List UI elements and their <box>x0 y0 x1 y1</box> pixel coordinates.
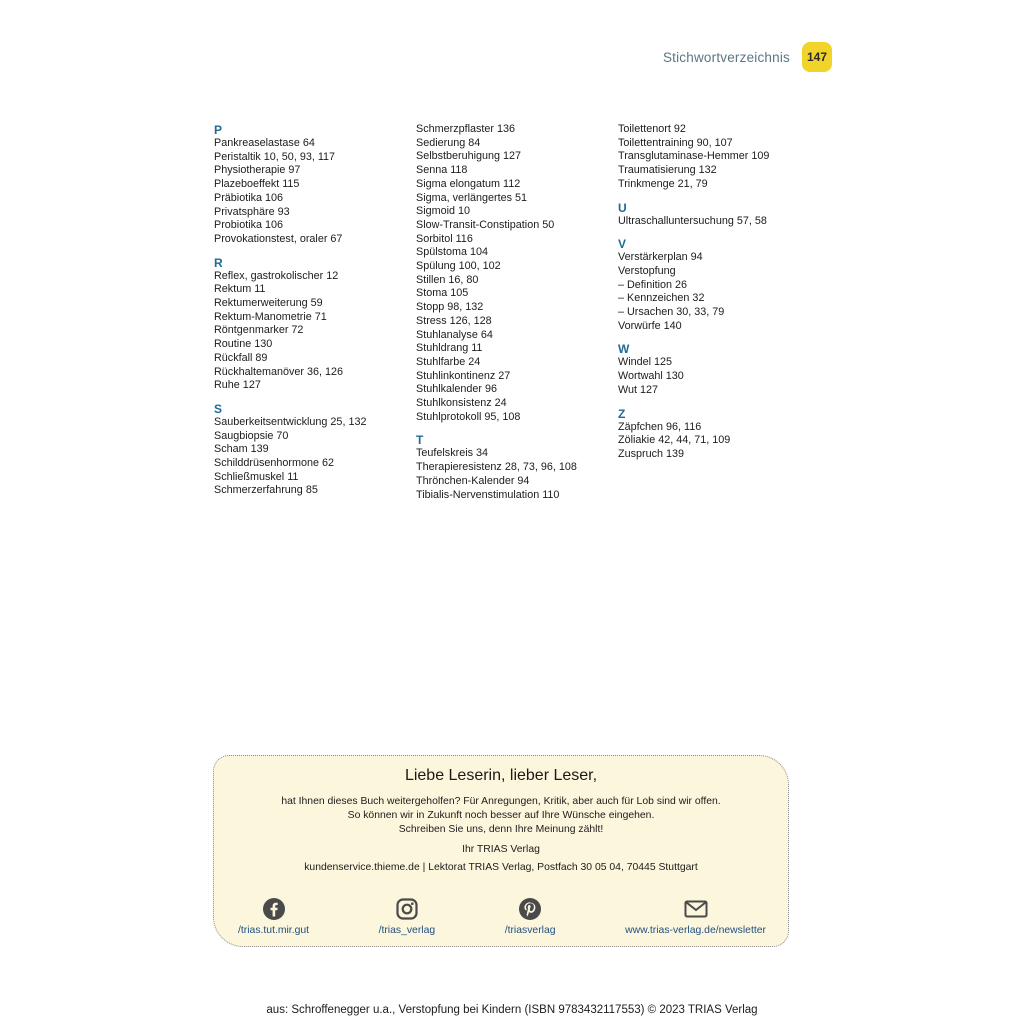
header-title: Stichwortverzeichnis <box>662 49 790 65</box>
index-entry: Ruhe 127 <box>214 379 261 392</box>
index-entry: Verstärkerplan 94 <box>618 251 703 264</box>
page-footer-citation: aus: Schroffenegger u.a., Verstopfung bei Kindern (ISBN 9783432117553) © 2023 TRIAS Verlag <box>266 1004 758 1016</box>
index-entry: Stuhlkalender 96 <box>416 383 498 396</box>
index-entry: Pankreaselastase 64 <box>214 137 315 149</box>
index-section-u <box>618 201 818 229</box>
index-column-1 <box>214 123 404 507</box>
instagram-link[interactable]: /trias_verlag <box>378 925 436 936</box>
social-instagram[interactable] <box>379 897 436 936</box>
index-entry: Sorbitol 116 <box>416 232 473 245</box>
index-entry: Thrönchen-Kalender 94 <box>416 474 530 487</box>
index-entry: Stuhlkonsistenz 24 <box>416 397 507 410</box>
index-entry: Senna 118 <box>416 164 468 177</box>
section-letter: R <box>214 255 223 270</box>
index-entry: Therapieresistenz 28, 73, 96, 108 <box>416 461 577 474</box>
index-entry: Stuhlanalyse 64 <box>416 328 493 341</box>
index-entry: Toilettenort 92 <box>618 123 686 135</box>
feedback-signature: Ihr TRIAS Verlag <box>462 844 540 855</box>
index-entry: Wortwahl 130 <box>618 370 684 383</box>
index-entry: Stuhlfarbe 24 <box>416 355 481 368</box>
index-entry: Rektum-Manometrie 71 <box>214 310 327 323</box>
index-entry: Rückhaltemanöver 36, 126 <box>214 365 344 378</box>
feedback-line: So können wir in Zukunft noch besser auf Ihre Wünsche eingehen. <box>347 810 655 821</box>
index-entry: Routine 130 <box>214 338 273 351</box>
section-letter: U <box>618 200 627 215</box>
index-section-t-continued <box>618 123 818 192</box>
index-entry: Rektumerweiterung 59 <box>214 297 323 310</box>
index-entry: Trinkmenge 21, 79 <box>618 177 708 190</box>
index-entry: Ultraschalluntersuchung 57, 58 <box>618 214 767 227</box>
index-entry: – Kennzeichen 32 <box>618 292 705 305</box>
index-entry: Plazeboeffekt 115 <box>214 178 300 191</box>
index-entry: – Definition 26 <box>618 278 688 291</box>
index-entry: Schmerzpflaster 136 <box>416 123 516 135</box>
mail-icon <box>683 897 709 921</box>
index-entry: Toilettentraining 90, 107 <box>618 136 733 149</box>
feedback-address: kundenservice.thieme.de | Lektorat TRIAS Verlag, Postfach 30 05 04, 70445 Stuttgart <box>304 862 698 873</box>
index-entry: Teufelskreis 34 <box>416 447 489 460</box>
index-entry: Rektum 11 <box>214 283 266 296</box>
index-entry: Spülstoma 104 <box>416 246 489 259</box>
feedback-line: hat Ihnen dieses Buch weitergeholfen? Für Anregungen, Kritik, aber auch für Lob sind wir offen. <box>281 796 721 807</box>
pinterest-icon <box>518 897 542 921</box>
index-entry: Röntgenmarker 72 <box>214 324 304 337</box>
section-letter: T <box>416 433 424 448</box>
index-entry: Sigma elongatum 112 <box>416 177 521 190</box>
index-entry: Sigmoid 10 <box>416 205 471 218</box>
index-entry: Stopp 98, 132 <box>416 301 484 314</box>
index-entry: Sauberkeitsentwicklung 25, 132 <box>214 415 367 428</box>
index-entry: Slow-Transit-Constipation 50 <box>416 218 555 231</box>
index-entry: Peristaltik 10, 50, 93, 117 <box>214 150 336 163</box>
index-entry: Stress 126, 128 <box>416 314 492 327</box>
section-letter: P <box>214 123 223 137</box>
index-entry: – Ursachen 30, 33, 79 <box>618 306 725 319</box>
index-entry: Stuhlprotokoll 95, 108 <box>416 410 521 423</box>
social-pinterest[interactable] <box>505 897 556 936</box>
social-links <box>214 897 788 936</box>
index-entry: Scham 139 <box>214 443 269 456</box>
feedback-heading: Liebe Leserin, lieber Leser, <box>404 767 598 784</box>
index-entry: Privatsphäre 93 <box>214 205 290 218</box>
index-entry: Schmerzerfahrung 85 <box>214 484 318 497</box>
index-section-p <box>214 123 404 247</box>
index-entry: Zäpfchen 96, 116 <box>618 420 702 433</box>
index-section-v <box>618 237 818 333</box>
section-letter: W <box>618 342 630 357</box>
index-section-r <box>214 256 404 393</box>
index-entry: Spülung 100, 102 <box>416 260 501 273</box>
section-letter: V <box>618 237 627 252</box>
index-entry: Probiotika 106 <box>214 219 284 232</box>
index-entry: Reflex, gastrokolischer 12 <box>214 269 339 282</box>
index-entry: Saugbiopsie 70 <box>214 429 289 442</box>
index-entry: Transglutaminase-Hemmer 109 <box>618 150 770 163</box>
index-entry: Tibialis-Nervenstimulation 110 <box>416 488 560 501</box>
index-column-2 <box>416 123 612 511</box>
index-section-s <box>214 402 404 498</box>
facebook-icon <box>262 897 286 921</box>
page-number-badge: 147 <box>802 42 832 72</box>
index-entry: Zuspruch 139 <box>618 447 685 460</box>
social-newsletter[interactable] <box>625 897 766 936</box>
index-entry: Rückfall 89 <box>214 351 268 364</box>
reader-feedback-box <box>213 755 789 947</box>
index-entry: Stuhldrang 11 <box>416 342 483 355</box>
feedback-text <box>214 795 788 837</box>
index-entry: Präbiotika 106 <box>214 191 284 204</box>
instagram-icon <box>395 897 419 921</box>
pinterest-link[interactable]: /triasverlag <box>504 925 556 936</box>
index-column-3 <box>618 123 818 471</box>
index-entry: Schließmuskel 11 <box>214 470 299 483</box>
index-entry: Physiotherapie 97 <box>214 164 301 177</box>
feedback-line: Schreiben Sie uns, denn Ihre Meinung zählt! <box>398 824 604 835</box>
section-letter: Z <box>618 406 626 421</box>
index-entry: Sigma, verlängertes 51 <box>416 191 528 204</box>
social-facebook[interactable] <box>238 897 309 936</box>
section-letter: S <box>214 401 223 416</box>
index-section-w <box>618 342 818 397</box>
index-entry: Wut 127 <box>618 383 659 396</box>
index-section-t <box>416 433 612 502</box>
index-entry: Selbstberuhigung 127 <box>416 150 522 163</box>
index-entry: Provokationstest, oraler 67 <box>214 232 343 245</box>
index-entry: Sedierung 84 <box>416 136 481 149</box>
index-entry: Stuhlinkontinenz 27 <box>416 369 511 382</box>
index-entry: Traumatisierung 132 <box>618 164 717 177</box>
index-entry: Stillen 16, 80 <box>416 273 479 286</box>
index-section-z <box>618 407 818 462</box>
index-entry: Windel 125 <box>618 356 673 369</box>
index-entry: Vorwürfe 140 <box>618 319 682 332</box>
index-entry: Zöliakie 42, 44, 71, 109 <box>618 434 731 447</box>
index-section-s-continued <box>416 123 612 424</box>
index-entry: Schilddrüsenhormone 62 <box>214 457 335 470</box>
newsletter-link[interactable]: www.trias-verlag.de/newsletter <box>625 925 766 936</box>
index-entry: Stoma 105 <box>416 287 469 300</box>
running-header <box>663 42 832 72</box>
facebook-link[interactable]: /trias.tut.mir.gut <box>238 925 310 936</box>
index-entry: Verstopfung <box>618 264 676 277</box>
